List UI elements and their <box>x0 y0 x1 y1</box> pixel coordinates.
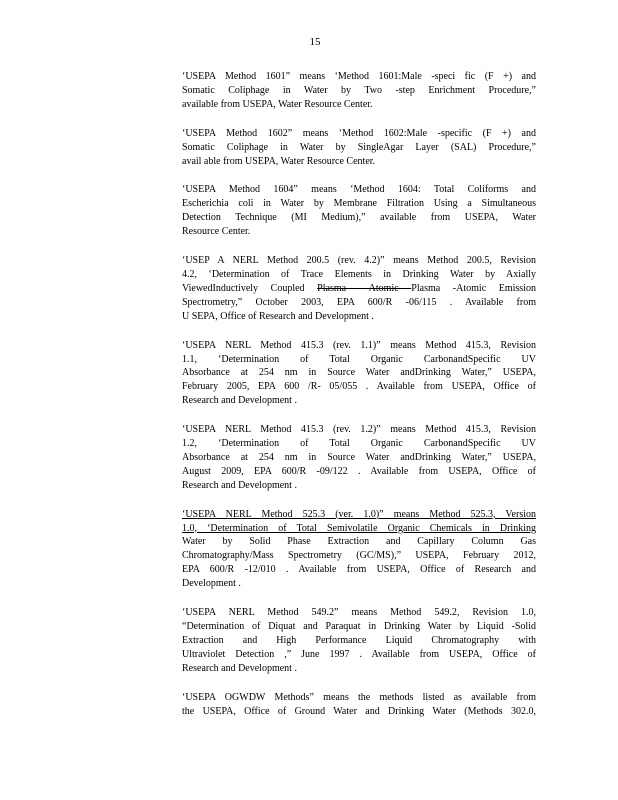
definition-usepa-nerl-method-415-3-rev-1-1 <box>182 339 536 409</box>
text-line: Absorbance at 254 nm in Source Water andDrinking Water,” USEPA, <box>182 451 536 463</box>
text-line: Research and Development . <box>182 479 297 491</box>
text-line: Water by Solid Phase Extraction and Capillary Column Gas <box>182 536 536 548</box>
text-line: Extraction and High Performance Liquid Chromatography with <box>182 634 536 646</box>
text-line: avail able from USEPA, Water Resource Center. <box>182 155 376 167</box>
text-line: Research and Development . <box>182 395 297 407</box>
text-line: 4.2, ‘Determination of Trace Elements in Drinking Water by Axially <box>182 268 536 280</box>
definition-usepa-method-1601 <box>182 70 536 112</box>
text-line: ‘USEPA Method 1604” means ‘Method 1604: Total Coliforms and <box>182 184 536 196</box>
text-line: ‘USEPA Method 1602” means ‘Method 1602:Male -specific (F +) and <box>182 127 536 139</box>
text-line-with-deletion <box>182 282 536 296</box>
text-line: Resource Center. <box>182 226 251 238</box>
text-line: available from USEPA, Water Resource Center. <box>182 98 373 110</box>
text-line: ‘USEPA NERL Method 415.3 (rev. 1.1)” means Method 415.3, Revision <box>182 339 536 351</box>
definition-usepa-nerl-method-200-5 <box>182 254 536 324</box>
text-line: Escherichia coli in Water by Membrane Filtration Using a Simultaneous <box>182 198 536 210</box>
text-line: ‘USEP A NERL Method 200.5 (rev. 4.2)” means Method 200.5, Revision <box>182 255 536 267</box>
text-line: Development . <box>182 578 241 590</box>
text-line: Detection Technique (MI Medium),” available from USEPA, Water <box>182 212 536 224</box>
text-line: U SEPA, Office of Research and Development . <box>182 310 374 322</box>
text-line: Chromatography/Mass Spectrometry (GC/MS),” USEPA, February 2012, <box>182 550 536 562</box>
text-line: the USEPA, Office of Ground Water and Drinking Water (Methods 302.0, <box>182 705 536 717</box>
document-body <box>182 70 536 733</box>
text-segment: ViewedInductively Coupled <box>182 282 318 294</box>
text-line: “Determination of Diquat and Paraquat in Drinking Water by Liquid -Solid <box>182 621 536 632</box>
text-line: 1.2, ‘Determination of Total Organic CarbonandSpecific UV <box>182 438 536 450</box>
definition-usepa-ogwdw-methods <box>182 691 536 719</box>
text-line: ‘USEPA Method 1601” means ‘Method 1601:Male -speci fic (F +) and <box>182 71 536 82</box>
text-segment: Plasma -Atomic Emission <box>411 282 536 294</box>
text-line: ‘USEPA NERL Method 549.2” means Method 549.2, Revision 1.0, <box>182 607 536 619</box>
text-line: August 2009, EPA 600/R -09/122 . Available from USEPA, Office of <box>182 465 536 477</box>
definition-usepa-nerl-method-415-3-rev-1-2 <box>182 423 536 493</box>
text-line: 1.1, ‘Determination of Total Organic CarbonandSpecific UV <box>182 353 536 365</box>
text-line: Ultraviolet Detection ,” June 1997 . Available from USEPA, Office of <box>182 648 536 660</box>
inserted-text-line: ‘USEPA NERL Method 525.3 (ver. 1.0)” means Method 525.3, Version <box>182 508 536 520</box>
text-line: February 2005, EPA 600 /R- 05/055 . Available from USEPA, Office of <box>182 381 536 393</box>
text-line: Somatic Coliphage in Water by SingleAgar Layer (SAL) Procedure,” <box>182 141 536 153</box>
definition-usepa-nerl-method-525-3 <box>182 508 536 591</box>
definition-usepa-nerl-method-549-2 <box>182 606 536 676</box>
text-line: ‘USEPA OGWDW Methods” means the methods listed as available from <box>182 691 536 703</box>
text-line: ‘USEPA NERL Method 415.3 (rev. 1.2)” means Method 415.3, Revision <box>182 424 536 436</box>
definition-usepa-method-1602 <box>182 127 536 169</box>
text-line: Absorbance at 254 nm in Source Water andDrinking Water,” USEPA, <box>182 367 536 379</box>
text-line: Somatic Coliphage in Water by Two -step Enrichment Procedure,” <box>182 84 536 96</box>
definition-usepa-method-1604 <box>182 183 536 239</box>
text-line: Research and Development . <box>182 662 297 674</box>
page-number: 15 <box>309 36 321 48</box>
inserted-text-line: 1.0, ‘Determination of Total Semivolatile Organic Chemicals in Drinking <box>182 522 536 534</box>
text-line: EPA 600/R -12/010 . Available from USEPA, Office of Research and <box>182 564 536 576</box>
deleted-text: Plasma —Atomic <box>317 282 412 294</box>
text-line: Spectrometry,” October 2003, EPA 600/R -06/115 . Available from <box>182 296 536 308</box>
